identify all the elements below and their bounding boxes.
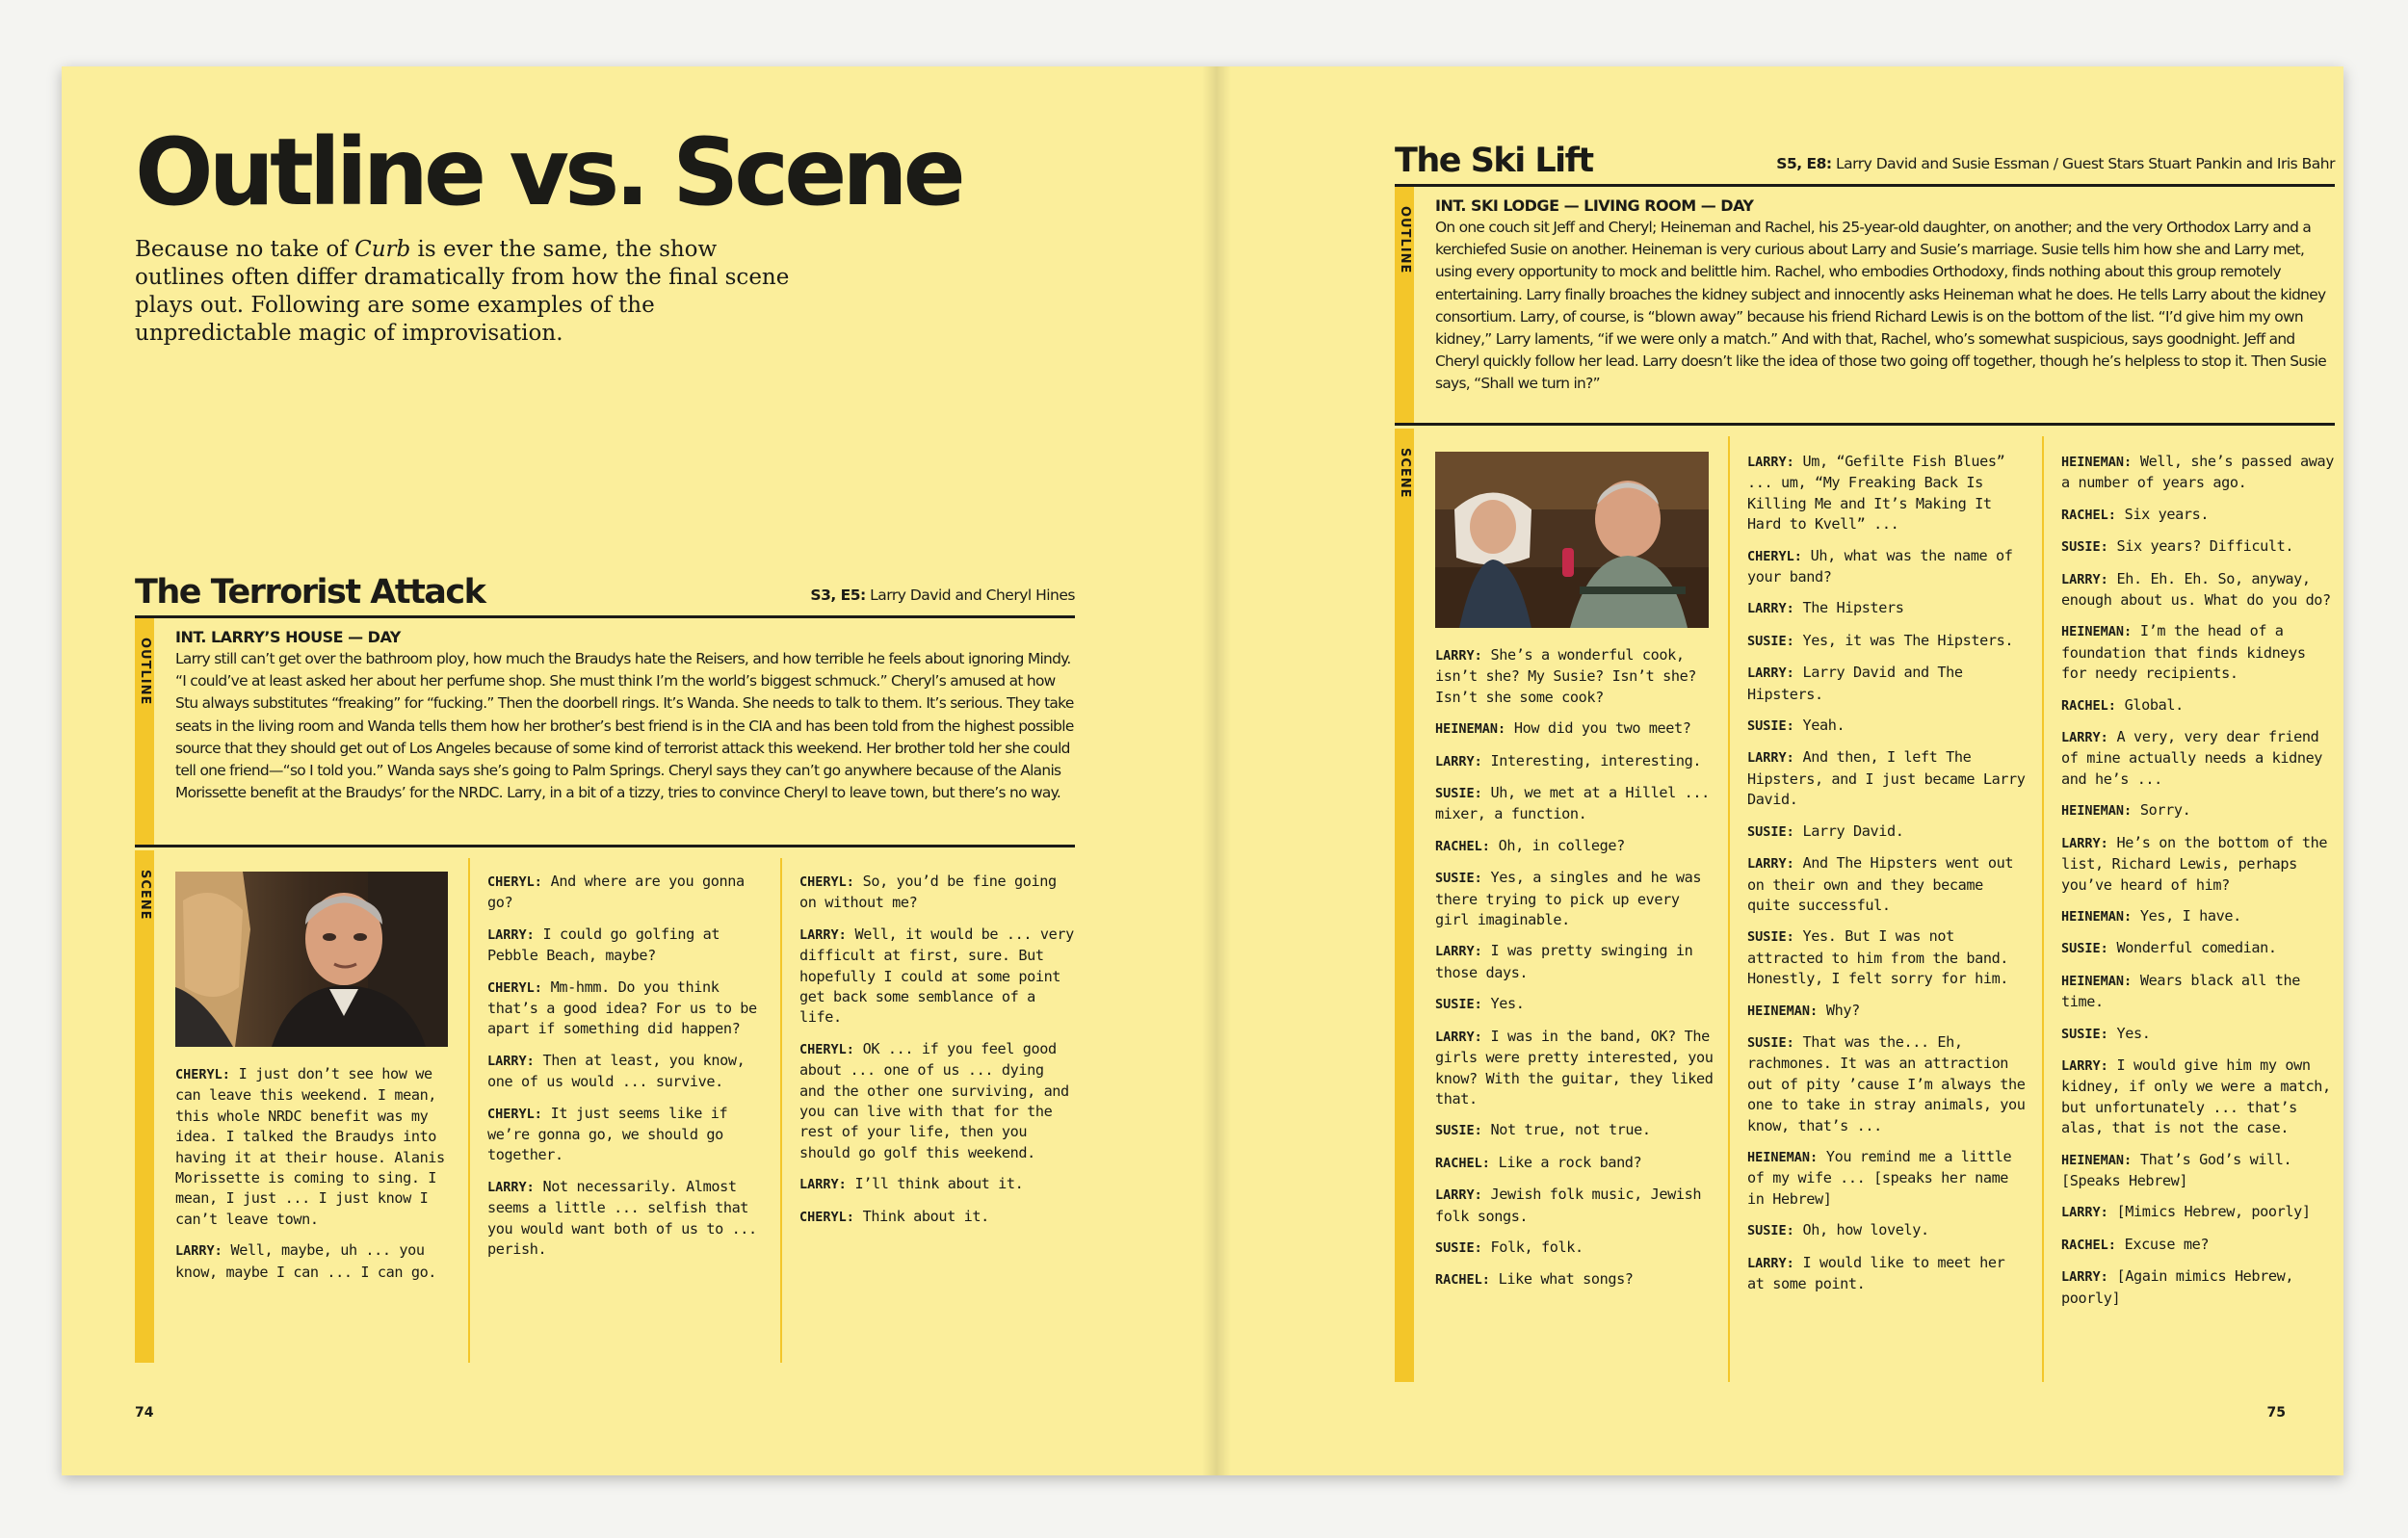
dialogue-line xyxy=(2061,569,2335,612)
dialogue-text: How did you two meet? xyxy=(1513,719,1691,738)
intro-text-start: Because no take of xyxy=(135,237,355,262)
speaker: LARRY: xyxy=(1435,1187,1482,1204)
section-header xyxy=(135,565,1075,618)
speaker: LARRY: xyxy=(487,926,535,943)
column-divider xyxy=(468,858,470,1363)
scene-tab xyxy=(1395,429,1414,1382)
dialogue-line xyxy=(1747,853,2028,916)
dialogue-text: Oh, in college? xyxy=(1498,836,1625,854)
scene-block xyxy=(1395,429,2335,1382)
episode-cast: Larry David and Cheryl Hines xyxy=(865,587,1075,604)
dialogue-text: Yes. xyxy=(2116,1024,2151,1042)
dialogue-text: And then, I left The Hipsters, and I just became Larry David. xyxy=(1747,748,2026,809)
speaker: HEINEMAN: xyxy=(2061,973,2133,989)
dialogue-line xyxy=(1435,1238,1716,1259)
dialogue-line xyxy=(1747,716,2028,737)
dialogue-text: Interesting, interesting. xyxy=(1490,751,1702,769)
dialogue-line xyxy=(799,925,1075,1029)
dialogue-line xyxy=(1435,836,1716,857)
dialogue-line xyxy=(1747,926,2028,989)
dialogue-text: Not true, not true. xyxy=(1490,1121,1651,1139)
speaker: SUSIE: xyxy=(2061,539,2108,556)
speaker: RACHEL: xyxy=(1435,1272,1490,1289)
dialogue-text: Wonderful comedian. xyxy=(2116,939,2277,957)
page-title: Outline vs. Scene xyxy=(135,118,961,226)
speaker: SUSIE: xyxy=(1435,1239,1482,1256)
scene-column-1 xyxy=(1435,452,1716,1302)
dialogue-text: Yes. But I was not attracted to him from the band. Honestly, I felt sorry for him. xyxy=(1747,927,2009,988)
speaker: LARRY: xyxy=(1747,1255,1794,1271)
dialogue-text: Excuse me? xyxy=(2124,1235,2210,1253)
dialogue-line xyxy=(2061,1235,2335,1256)
dialogue-line xyxy=(487,1104,767,1166)
episode-credits xyxy=(810,587,1075,604)
left-page xyxy=(62,66,1202,1475)
dialogue-line xyxy=(2061,1202,2335,1223)
outline-body xyxy=(175,628,1075,804)
dialogue-text: Yeah. xyxy=(1802,717,1845,735)
dialogue-text: [Again mimics Hebrew, poorly] xyxy=(2061,1267,2294,1307)
speaker: LARRY: xyxy=(799,1177,847,1193)
outline-block xyxy=(135,618,1075,847)
dialogue-text: Uh, we met at a Hillel ... mixer, a function. xyxy=(1435,784,1710,823)
speaker: SUSIE: xyxy=(1435,1123,1482,1139)
dialogue-line xyxy=(487,872,767,914)
dialogue-text: I’ll think about it. xyxy=(854,1175,1024,1193)
outline-body xyxy=(1435,196,2335,396)
speaker: RACHEL: xyxy=(2061,1237,2116,1253)
dialogue-text: Uh, what was the name of your band? xyxy=(1747,546,2013,587)
dialogue-line xyxy=(2061,621,2335,684)
dialogue-line xyxy=(175,1064,455,1230)
dialogue-line xyxy=(1747,1253,2028,1295)
dialogue-line xyxy=(2061,800,2335,821)
speaker: LARRY: xyxy=(487,1179,535,1195)
speaker: SUSIE: xyxy=(2061,1026,2108,1042)
scene-label: SCENE xyxy=(1398,448,1412,499)
scene-column-3 xyxy=(799,872,1075,1238)
speaker: CHERYL: xyxy=(487,874,542,890)
dialogue-text: Wears black all the time. xyxy=(2061,971,2301,1011)
dialogue-text: And The Hipsters went out on their own and they became quite successful. xyxy=(1747,854,2014,914)
episode-credits xyxy=(1776,155,2335,172)
dialogue-line xyxy=(2061,727,2335,790)
dialogue-line xyxy=(1435,1185,1716,1227)
outline-label: OUTLINE xyxy=(1398,206,1412,274)
dialogue-text: Sorry. xyxy=(2139,801,2191,820)
speaker: LARRY: xyxy=(1747,665,1794,682)
dialogue-text: Six years. xyxy=(2124,505,2210,523)
dialogue-line xyxy=(799,1207,1075,1228)
dialogue-line xyxy=(799,1174,1075,1195)
dialogue-text: Mm-hmm. Do you think that’s a good idea? For us to be apart if something did happen? xyxy=(487,978,757,1038)
dialogue-text: Larry David. xyxy=(1802,821,1904,840)
dialogue-text: Why? xyxy=(1825,1001,1860,1019)
dialogue-line xyxy=(1747,1032,2028,1136)
dialogue-text: Yes, it was The Hipsters. xyxy=(1802,631,2014,649)
episode-code: S3, E5: xyxy=(810,587,866,604)
dialogue-text: Yes, I have. xyxy=(2139,906,2241,925)
dialogue-text: I’m the head of a foundation that finds kidneys for needy recipients. xyxy=(2061,622,2306,683)
dialogue-text: I would like to meet her at some point. xyxy=(1747,1253,2005,1292)
dialogue-text: Six years? Difficult. xyxy=(2116,537,2294,556)
intro-text-end: is ever the same, the show outlines often differ dramatically from how the final scene plays out. Following are some examples of the unpredictable magic of improvisation. xyxy=(135,237,790,346)
scene-tab xyxy=(135,850,154,1363)
dialogue-line xyxy=(487,1051,767,1093)
speaker: CHERYL: xyxy=(799,1209,854,1225)
speaker: LARRY: xyxy=(2061,835,2108,851)
speaker: LARRY: xyxy=(1747,856,1794,873)
speaker: LARRY: xyxy=(2061,730,2108,746)
intro-paragraph xyxy=(135,236,790,348)
speaker: HEINEMAN: xyxy=(1747,1003,1819,1019)
outline-heading: INT. SKI LODGE — LIVING ROOM — DAY xyxy=(1435,196,1754,215)
speaker: HEINEMAN: xyxy=(2061,803,2133,820)
speaker: LARRY: xyxy=(1435,944,1482,960)
outline-label: OUTLINE xyxy=(138,638,152,706)
dialogue-line xyxy=(1435,645,1716,708)
speaker: CHERYL: xyxy=(1747,548,1802,564)
section-ski-lift xyxy=(1395,134,2335,1451)
outline-block xyxy=(1395,187,2335,426)
dialogue-line xyxy=(1435,783,1716,825)
dialogue-line xyxy=(1747,598,2028,619)
dialogue-text: Oh, how lovely. xyxy=(1802,1221,1929,1239)
speaker: RACHEL: xyxy=(2061,697,2116,714)
dialogue-line xyxy=(1435,1153,1716,1174)
dialogue-line xyxy=(2061,1150,2335,1192)
dialogue-line xyxy=(487,1177,767,1261)
speaker: LARRY: xyxy=(799,926,847,943)
dialogue-text: I was pretty swinging in those days. xyxy=(1435,942,1693,981)
speaker: RACHEL: xyxy=(1435,1155,1490,1171)
dialogue-line xyxy=(2061,505,2335,526)
ski-lodge-still xyxy=(1435,452,1709,628)
dialogue-text: Think about it. xyxy=(862,1207,989,1225)
dialogue-text: Then at least, you know, one of us would ... survive. xyxy=(487,1051,746,1091)
dialogue-line xyxy=(175,1240,455,1283)
dialogue-text: Well, maybe, uh ... you know, maybe I can ... I can go. xyxy=(175,1241,437,1281)
dialogue-line xyxy=(799,1039,1075,1163)
scene-column-1 xyxy=(175,872,455,1293)
dialogue-line xyxy=(2061,906,2335,927)
dialogue-line xyxy=(2061,1024,2335,1045)
speaker: HEINEMAN: xyxy=(2061,1152,2133,1168)
dialogue-text: I was in the band, OK? The girls were pretty interested, you know? With the guitar, they liked that. xyxy=(1435,1027,1714,1108)
speaker: LARRY: xyxy=(1747,601,1794,617)
speaker: LARRY: xyxy=(1747,455,1794,470)
dialogue-line xyxy=(1747,452,2028,535)
speaker: LARRY: xyxy=(1435,753,1482,769)
section-title: The Terrorist Attack xyxy=(135,573,485,612)
dialogue-line xyxy=(2061,971,2335,1013)
scene-column-3 xyxy=(2061,452,2335,1319)
speaker: LARRY: xyxy=(175,1243,222,1260)
dialogue-text: It just seems like if we’re gonna go, we should go together. xyxy=(487,1104,728,1164)
dialogue-text: A very, very dear friend of mine actually needs a kidney and he’s ... xyxy=(2061,728,2323,788)
speaker: CHERYL: xyxy=(799,1041,854,1057)
dialogue-text: He’s on the bottom of the list, Richard Lewis, perhaps you’ve heard of him? xyxy=(2061,833,2328,894)
episode-cast: Larry David and Susie Essman / Guest Stars Stuart Pankin and Iris Bahr xyxy=(1831,155,2335,172)
dialogue-line xyxy=(1435,868,1716,930)
speaker: SUSIE: xyxy=(1747,718,1794,735)
speaker: SUSIE: xyxy=(1747,633,1794,649)
dialogue-text: Yes. xyxy=(1490,995,1525,1013)
dialogue-line xyxy=(799,872,1075,914)
dialogue-text: I just don’t see how we can leave this weekend. I mean, this whole NRDC benefit was my idea. I talked the Braudys into having it at their house. Alanis Morissette is coming to sing. I mean, I just ... I just know I can’t leave town. xyxy=(175,1065,445,1228)
scene-column-2 xyxy=(1747,452,2028,1305)
dialogue-line xyxy=(2061,536,2335,558)
speaker: LARRY: xyxy=(2061,1205,2108,1221)
speaker: LARRY: xyxy=(2061,571,2108,587)
dialogue-line xyxy=(1747,747,2028,810)
dialogue-text: Yes, a singles and he was there trying to pick up every girl imaginable. xyxy=(1435,869,1702,929)
dialogue-text: That was the... Eh, rachmones. It was an attraction out of pity ’cause I’m always the one to take in stray animals, you know, that’s ... xyxy=(1747,1032,2026,1134)
scene-label: SCENE xyxy=(138,870,152,921)
dialogue-text: So, you’d be fine going on without me? xyxy=(799,873,1057,912)
speaker: HEINEMAN: xyxy=(2061,455,2133,470)
dialogue-line xyxy=(1747,546,2028,588)
dialogue-text: Um, “Gefilte Fish Blues” ... um, “My Freaking Back Is Killing Me and It’s Making It Hard to Kvell” ... xyxy=(1747,453,2005,534)
dialogue-line xyxy=(1435,994,1716,1015)
outline-tab xyxy=(135,618,154,845)
speaker: HEINEMAN: xyxy=(1435,721,1506,738)
speaker: LARRY: xyxy=(2061,1269,2108,1286)
section-header xyxy=(1395,134,2335,187)
dialogue-line xyxy=(487,978,767,1040)
speaker: SUSIE: xyxy=(2061,941,2108,957)
speaker: HEINEMAN: xyxy=(2061,908,2133,925)
dialogue-text: She’s a wonderful cook, isn’t she? My Susie? Isn’t she? Isn’t she some cook? xyxy=(1435,646,1697,706)
column-divider xyxy=(1728,436,1730,1382)
speaker: RACHEL: xyxy=(1435,838,1490,854)
speaker: LARRY: xyxy=(2061,1057,2108,1074)
dialogue-line xyxy=(2061,695,2335,717)
dialogue-text: Jewish folk music, Jewish folk songs. xyxy=(1435,1186,1702,1225)
dialogue-line xyxy=(1747,1147,2028,1210)
speaker: SUSIE: xyxy=(1747,929,1794,946)
scene-still-image xyxy=(1435,452,1709,628)
intro-show-title: Curb xyxy=(354,237,411,262)
dialogue-text: You remind me a little of my wife ... [speaks her name in Hebrew] xyxy=(1747,1147,2012,1208)
dialogue-line xyxy=(1747,631,2028,652)
dialogue-line xyxy=(487,925,767,967)
dialogue-list xyxy=(175,1064,455,1283)
dialogue-line xyxy=(2061,1056,2335,1139)
section-title: The Ski Lift xyxy=(1395,142,1593,180)
dialogue-text: Folk, folk. xyxy=(1490,1238,1584,1256)
speaker: HEINEMAN: xyxy=(2061,624,2133,640)
dialogue-text: Larry David and The Hipsters. xyxy=(1747,664,1963,703)
speaker: SUSIE: xyxy=(1435,871,1482,887)
dialogue-line xyxy=(1435,1269,1716,1290)
dialogue-text: Global. xyxy=(2124,695,2184,714)
column-divider xyxy=(2042,436,2044,1382)
right-page xyxy=(1202,66,2343,1475)
scene-column-2 xyxy=(487,872,767,1271)
dialogue-line xyxy=(2061,1266,2335,1309)
dialogue-text: [Mimics Hebrew, poorly] xyxy=(2116,1203,2311,1221)
column-divider xyxy=(780,858,782,1363)
dialogue-line xyxy=(2061,938,2335,959)
dialogue-text: That’s God’s will. [Speaks Hebrew] xyxy=(2061,1150,2292,1189)
dialogue-line xyxy=(1747,1001,2028,1022)
speaker: RACHEL: xyxy=(2061,507,2116,523)
dialogue-line xyxy=(1435,941,1716,983)
dialogue-line xyxy=(1435,1120,1716,1141)
speaker: CHERYL: xyxy=(799,874,854,890)
dialogue-line xyxy=(1435,1027,1716,1110)
outline-heading: INT. LARRY’S HOUSE — DAY xyxy=(175,628,401,646)
dialogue-text: Not necessarily. Almost seems a little ... selfish that you would want both of us to ... perish. xyxy=(487,1177,757,1259)
dialogue-line xyxy=(1435,751,1716,772)
speaker: SUSIE: xyxy=(1435,997,1482,1013)
speaker: SUSIE: xyxy=(1747,1034,1794,1051)
page-number-left: 74 xyxy=(135,1405,154,1421)
dialogue-text: I would give him my own kidney, if only we were a match, but unfortunately ... that’s alas, that is not the case. xyxy=(2061,1056,2331,1137)
scene-block xyxy=(135,850,1075,1363)
magazine-spread xyxy=(62,66,2343,1475)
speaker: SUSIE: xyxy=(1747,823,1794,840)
outline-text: On one couch sit Jeff and Cheryl; Heineman and Rachel, his 25-year-old daughter, on another; and the very Orthodox Larry and a kerchiefed Susie on another. Heineman is very curious about Larry and Susie’s marriage. Susie tells him how she and Larry met, using every opportunity to mock and belittle him. Rachel, who embodies Orthodoxy, finds nothing about this group remotely entertaining. Larry finally broaches the kidney subject and innocently asks Heineman what he does. He tells Larry about the kidney consortium. Larry, of course, is “blown away” because his friend Richard Lewis is on the bottom of the list. “I’d give him my own kidney,” Larry laments, “if we were only a match.” And with that, Rachel, who’s somewhat suspicious, says goodnight. Jeff and Cheryl quickly follow her lead. Larry doesn’t like the idea of those two going off together, though he’s helpless to stop it. Then Susie says, “Shall we turn in?” xyxy=(1435,219,2326,393)
section-terrorist-attack xyxy=(135,565,1075,1434)
dialogue-line xyxy=(2061,452,2335,494)
dialogue-text: Like a rock band? xyxy=(1498,1153,1642,1171)
dialogue-text: And where are you gonna go? xyxy=(487,873,745,912)
speaker: SUSIE: xyxy=(1435,786,1482,802)
cheryl-larry-still xyxy=(175,872,448,1047)
dialogue-text: The Hipsters xyxy=(1802,599,1904,617)
dialogue-text: Eh. Eh. Eh. So, anyway, enough about us. What do you do? xyxy=(2061,569,2331,610)
page-number-right: 75 xyxy=(2266,1405,2286,1421)
speaker: LARRY: xyxy=(487,1053,535,1069)
outline-tab xyxy=(1395,187,1414,423)
speaker: LARRY: xyxy=(1435,648,1482,664)
speaker: SUSIE: xyxy=(1747,1223,1794,1239)
speaker: HEINEMAN: xyxy=(1747,1149,1819,1165)
dialogue-line xyxy=(1747,663,2028,705)
speaker: CHERYL: xyxy=(487,1106,542,1122)
dialogue-text: Well, she’s passed away a number of years ago. xyxy=(2061,453,2335,492)
dialogue-line xyxy=(1747,1220,2028,1241)
dialogue-line xyxy=(1747,821,2028,843)
dialogue-line xyxy=(2061,833,2335,896)
dialogue-text: OK ... if you feel good about ... one of us ... dying and the other one surviving, and you can live with that for the rest of your life, then you should go golf this weekend. xyxy=(799,1039,1069,1161)
speaker: LARRY: xyxy=(1435,1029,1482,1045)
outline-text: Larry still can’t get over the bathroom ploy, how much the Braudys hate the Reisers, and how terrible he feels about ignoring Mindy. “I could’ve at least asked her about her perfume shop. She must think I’m the world’s biggest schmuck.” Cheryl’s amused at how Stu always substitutes “freaking” for “fucking.” Then the doorbell rings. It’s Wanda. She needs to talk to them. It’s serious. They take seats in the living room and Wanda tells them how her brother’s best friend is in the CIA and has been told from the highest possible source that they should get out of Los Angeles because of some kind of terrorist attack this weekend. Her brother told her she could tell one friend—“so I told you.” Wanda says she’s going to Palm Springs. Cheryl says they can’t go anywhere because of the Alanis Morissette benefit at the Braudys’ for the NRDC. Larry, in a bit of a tizzy, tries to convince Cheryl to leave town, but there’s no way. xyxy=(175,650,1074,802)
dialogue-line xyxy=(1435,718,1716,740)
speaker: LARRY: xyxy=(1747,750,1794,767)
dialogue-text: I could go golfing at Pebble Beach, maybe? xyxy=(487,925,720,965)
dialogue-text: Like what songs? xyxy=(1498,1270,1634,1289)
speaker: CHERYL: xyxy=(175,1067,230,1082)
dialogue-text: Well, it would be ... very difficult at first, sure. But hopefully I could at some point get back some semblance of a life. xyxy=(799,925,1074,1027)
episode-code: S5, E8: xyxy=(1776,155,1832,172)
speaker: CHERYL: xyxy=(487,979,542,996)
scene-still-image xyxy=(175,872,448,1047)
